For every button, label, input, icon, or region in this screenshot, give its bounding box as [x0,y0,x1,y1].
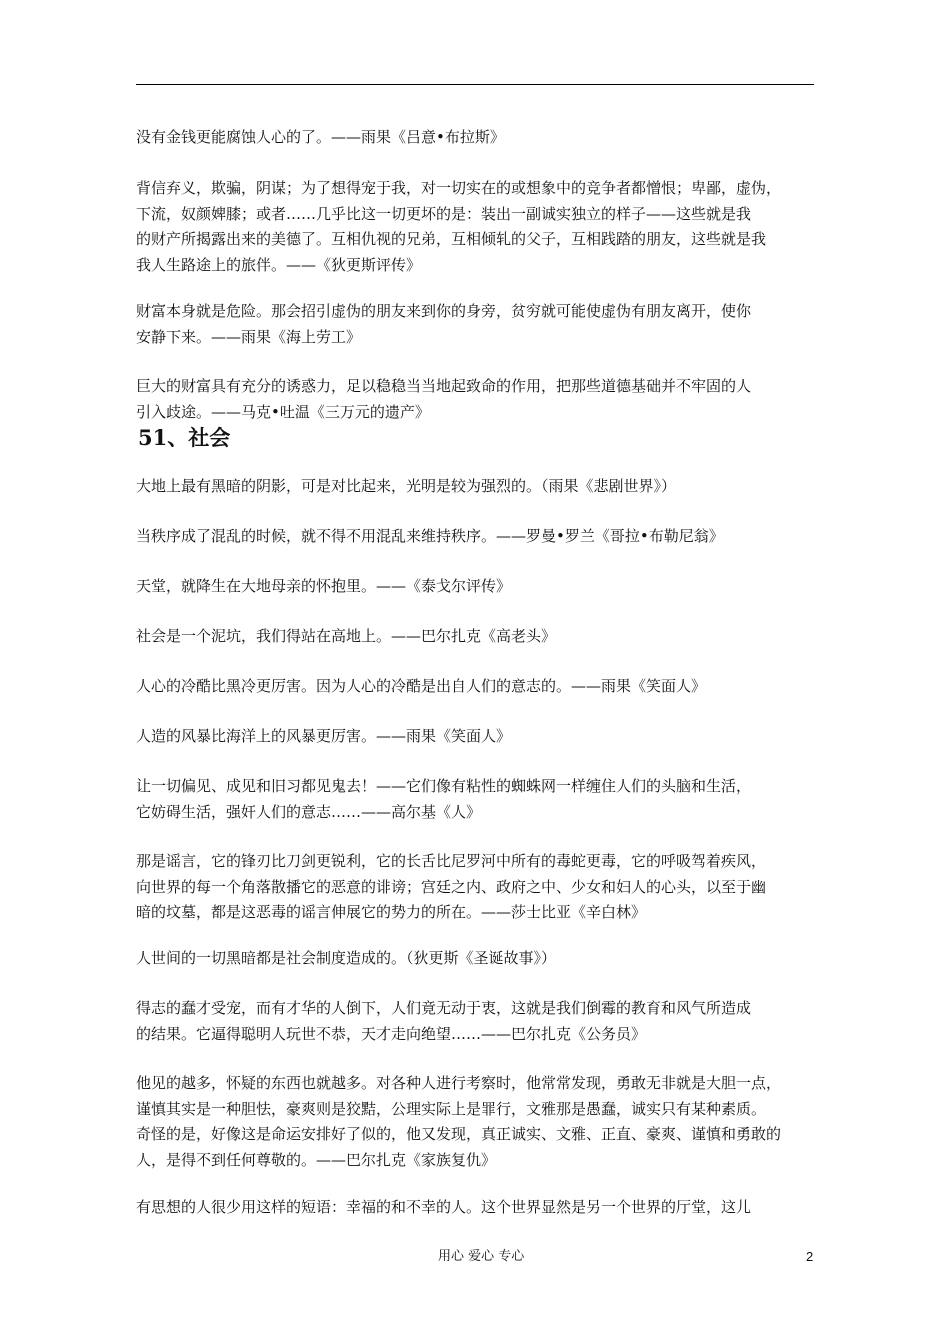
text-line: 大地上最有黑暗的阴影，可是对比起来，光明是较为强烈的。（雨果《悲剧世界》） [136,477,677,495]
paragraph [136,474,816,500]
paragraph [136,774,816,825]
text-line: 它妨碍生活，强奸人们的意志……——高尔基《人》 [136,802,482,821]
header-rule [136,84,814,85]
text-line: 下流，奴颜婢膝；或者……几乎比这一切更坏的是：装出一副诚实独立的样子——这些就是我 [136,204,752,223]
text-line: 的结果。它逼得聪明人玩世不恭，天才走向绝望……——巴尔扎克《公务员》 [136,1024,647,1043]
text-line: 那是谣言，它的锋刃比刀剑更锐利，它的长舌比尼罗河中所有的毒蛇更毒，它的呼吸驾着疾风， [136,852,767,870]
paragraph [136,299,816,350]
paragraph [136,524,816,550]
paragraph [136,125,816,151]
text-line: 他见的越多，怀疑的东西也就越多。对各种人进行考察时，他常常发现，勇敢无非就是大胆一点， [136,1074,782,1092]
paragraph [136,674,816,700]
text-line: 的财产所揭露出来的美德了。互相仇视的兄弟，互相倾轧的父子，互相践踏的朋友，这些就是我 [136,230,767,248]
text-line: 引入歧途。——马克•吐温《三万元的遗产》 [136,402,430,421]
text-line: 向世界的每一个角落散播它的恶意的诽谤；宫廷之内、政府之中、少女和妇人的心头，以至于幽 [136,877,767,896]
text-line: 人，是得不到任何尊敬的。——巴尔扎克《家族复仇》 [136,1150,497,1169]
text-line: 有思想的人很少用这样的短语：幸福的和不幸的人。这个世界显然是另一个世界的厅堂，这儿 [136,1198,752,1216]
paragraph [136,996,816,1047]
text-line: 人心的冷酷比黑冷更厉害。因为人心的冷酷是出自人们的意志的。——雨果《笑面人》 [136,677,707,695]
paragraph [136,849,816,926]
text-line: 没有金钱更能腐蚀人心的了。——雨果《吕意•布拉斯》 [136,128,505,146]
text-line: 谨慎其实是一种胆怯，豪爽则是狡黠，公理实际上是罪行，文雅那是愚蠢，诚实只有某种素质。 [136,1099,767,1118]
text-line: 奇怪的是，好像这是命运安排好了似的，他又发现，真正诚实、文雅、正直、豪爽、谨慎和勇敢的 [136,1125,782,1143]
text-line: 我人生路途上的旅伴。——《狄更斯评传》 [136,255,422,274]
paragraph [136,724,816,750]
text-line: 巨大的财富具有充分的诱惑力，足以稳稳当当地起致命的作用，把那些道德基础并不牢固的人 [136,377,752,395]
text-line: 安静下来。——雨果《海上劳工》 [136,327,362,346]
footer-text: 用心 爱心 专心 [438,1249,525,1264]
text-line: 财富本身就是危险。那会招引虚伪的朋友来到你的身旁，贫穷就可能使虚伪有朋友离开，使你 [136,302,752,320]
text-line: 人世间的一切黑暗都是社会制度造成的。（狄更斯《圣诞故事》） [136,949,557,967]
paragraph [136,1071,816,1173]
paragraph [136,374,816,425]
paragraph [136,624,816,650]
text-line: 人造的风暴比海洋上的风暴更厉害。——雨果《笑面人》 [136,727,512,745]
paragraph [136,176,816,278]
text-line: 让一切偏见、成见和旧习都见鬼去！——它们像有粘性的蜘蛛网一样缠住人们的头脑和生活， [136,777,752,795]
text-line: 当秩序成了混乱的时候，就不得不用混乱来维持秩序。——罗曼•罗兰《哥拉•布勒尼翁》 [136,527,724,545]
text-line: 暗的坟墓，都是这恶毒的谣言伸展它的势力的所在。——莎士比亚《辛白林》 [136,903,647,921]
paragraph [136,946,816,972]
page-number: 2 [806,1249,814,1264]
text-line: 社会是一个泥坑，我们得站在高地上。——巴尔扎克《高老头》 [136,627,557,645]
text-line: 背信弃义，欺骗，阴谋；为了想得宠于我，对一切实在的或想象中的竞争者都憎恨；卑鄙，虚伪， [136,179,782,197]
section-heading: 51、社会 [138,425,231,450]
text-line: 天堂，就降生在大地母亲的怀抱里。——《泰戈尔评传》 [136,577,512,595]
paragraph [136,574,816,600]
text-line: 得志的蠢才受宠，而有才华的人倒下，人们竟无动于衷，这就是我们倒霉的教育和风气所造成 [136,999,752,1017]
paragraph [136,1195,816,1221]
